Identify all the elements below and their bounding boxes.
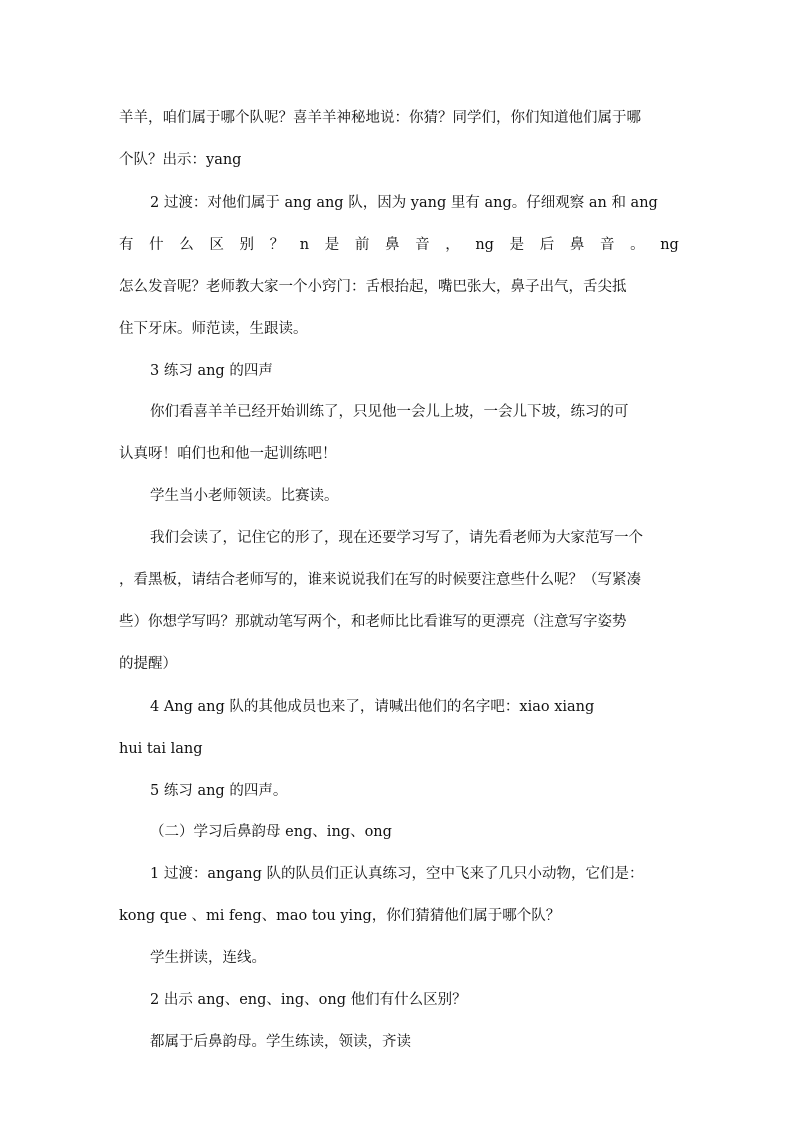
word: 鼻: [569, 237, 585, 253]
paragraph-line: 你们看喜羊羊已经开始训练了，只见他一会儿上坡，一会儿下坡，练习的可: [150, 404, 629, 420]
word: 音: [415, 237, 430, 253]
section-heading: （二）学习后鼻韵母 eng、ing、ong: [150, 824, 392, 840]
paragraph-line: hui tai lang: [119, 741, 203, 757]
paragraph-line: 的提醒）: [119, 656, 177, 672]
paragraph-line: 住下牙床。师范读，生跟读。: [119, 321, 308, 337]
word: 音: [599, 237, 615, 253]
paragraph-line: 4 Ang ang 队的其他成员也来了，请喊出他们的名字吧：xiao xiang: [150, 699, 595, 715]
paragraph-line: 我们会读了，记住它的形了，现在还要学习写了，请先看老师为大家范写一个: [150, 530, 643, 546]
word: ？: [269, 237, 285, 253]
paragraph-line: 个队？出示：yang: [119, 152, 242, 168]
paragraph-line: 1 过渡：angang 队的队员们正认真练习，空中飞来了几只小动物，它们是：: [150, 866, 644, 882]
word: n: [299, 237, 310, 253]
paragraph-line: 怎么发音呢？老师教大家一个小窍门：舌根抬起，嘴巴张大，鼻子出气，舌尖抵: [119, 279, 627, 295]
paragraph-line: kong que 、mi feng、mao tou ying，你们猜猜他们属于哪个队？: [119, 908, 561, 924]
word: ng: [660, 237, 679, 253]
word: 后: [539, 237, 555, 253]
paragraph-line: 认真呀！咱们也和他一起训练吧！: [119, 446, 337, 462]
paragraph-line: 2 过渡：对他们属于 ang ang 队，因为 yang 里有 ang。仔细观察 an 和 ang: [150, 195, 658, 211]
word: 区: [209, 237, 224, 253]
word: 鼻: [384, 237, 400, 253]
paragraph-line: 些）你想学写吗？那就动笔写两个，和老师比比看谁写的更漂亮（注意写字姿势: [119, 614, 627, 630]
word: 别: [239, 237, 254, 253]
paragraph-line: ，看黑板，请结合老师写的，谁来说说我们在写的时候要注意些什么呢？（写紧凑: [119, 572, 641, 588]
word: 有: [119, 237, 134, 253]
paragraph-line: 5 练习 ang 的四声。: [150, 783, 288, 799]
word: 前: [354, 237, 370, 253]
paragraph-line: 3 练习 ang 的四声: [150, 363, 273, 379]
spread-line: [119, 235, 679, 255]
paragraph-line: 学生当小老师领读。比赛读。: [150, 488, 339, 504]
paragraph-line: 羊羊，咱们属于哪个队呢？喜羊羊神秘地说：你猜？同学们，你们知道他们属于哪: [119, 110, 641, 126]
word: 。: [630, 237, 645, 253]
word: 什: [149, 237, 164, 253]
word: 么: [179, 237, 194, 253]
paragraph-line: 都属于后鼻韵母。学生练读，领读，齐读: [150, 1034, 411, 1050]
paragraph-line: 2 出示 ang、eng、ing、ong 他们有什么区别？: [150, 992, 467, 1008]
word: ng: [475, 237, 494, 253]
word: 是: [509, 237, 525, 253]
word: 是: [324, 237, 340, 253]
paragraph-line: 学生拼读，连线。: [150, 950, 266, 966]
word: ，: [445, 237, 460, 253]
